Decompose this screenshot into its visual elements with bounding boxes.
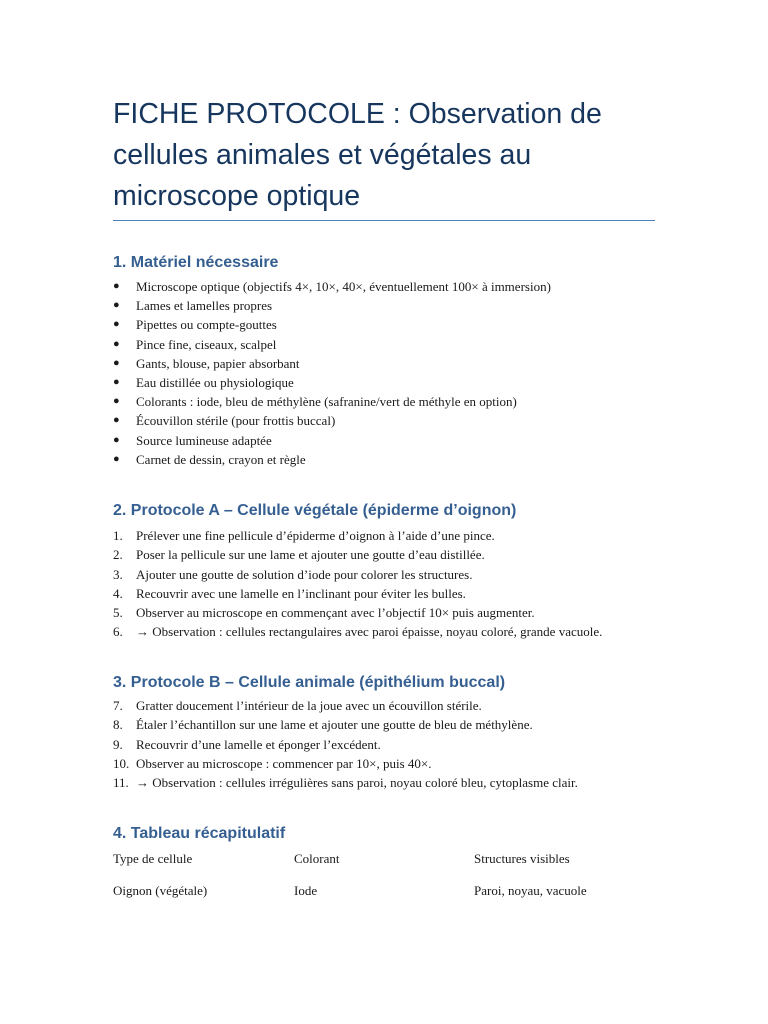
- bullet-icon: ●: [113, 280, 120, 292]
- summary-table: [113, 848, 673, 912]
- table-cell: Iode: [294, 883, 318, 898]
- table-header-cell: Type de cellule: [113, 851, 193, 866]
- document-page: FICHE PROTOCOLE : Observation de cellules animales et végétales au microscope optique 1. Matériel nécessaire ● Microscope optique (objectifs 4×, 10×, 40×, éventuellement 100× à immersion) ● Lames et lamelles propres ● Pipettes ou compte-gouttes ● Pince fine, ciseaux, scalpel ● Gants, blouse, papier absorbant ● Eau distillée ou physiologique ● Colorants : iode, bleu de méthylène (safranine/vert de méthyle en option) ● Écouvillon stérile (pour frottis buccal) ● Source lumineuse adaptée ● Carnet de dessin, crayon et règle 2. Protocole A – Cellule végétale (épiderme d’oignon) 1. Prélever une fine pellicule d’épiderme d’oignon à l’aide d’une pince. 2. Poser la pellicule sur une lame et ajouter une goutte d’eau distillée. 3. Ajouter une goutte de solution d’iode pour colorer les structures. 4. Recouvrir avec une lamelle en l’inclinant pour éviter les bulles. 5. Observer au microscope en commençant avec l’objectif 10× puis augmenter. 6. → Observation : cellules rectangulaires avec paroi épaisse, noyau coloré, grande vacuole. 3. Protocole B – Cellule animale (épithélium buccal) 7. Gratter doucement l’intérieur de la joue avec un écouvillon stérile. 8. Étaler l’échantillon sur une lame et ajouter une goutte de bleu de méthylène. 9. Recouvrir d’une lamelle et éponger l’excédent. 10. Observer au microscope : commencer par 10×, puis 40×. 11. → Observation : cellules irrégulières sans paroi, noyau coloré bleu, cytoplasme clair. 4. Tableau récapitulatif Type de cellule Colorant Structures visibles Oignon (végétale) Iode Paroi, noyau, vacuole: [0, 0, 768, 1024]
- bullet-icon: ●: [113, 414, 120, 427]
- table-cell: Oignon (végétale): [113, 883, 208, 898]
- bullet-icon: ●: [113, 395, 120, 408]
- bullet-icon: ●: [113, 337, 120, 350]
- section-heading-materiel: 1. Matériel nécessaire: [113, 254, 279, 271]
- table-header-cell: Colorant: [294, 851, 340, 866]
- table-row: [113, 880, 673, 912]
- bullet-icon: ●: [113, 356, 120, 369]
- table-header-row: [113, 848, 673, 880]
- title-underline: [113, 220, 655, 221]
- table-header-cell: Structures visibles: [474, 851, 570, 866]
- bullet-icon: ●: [113, 299, 120, 312]
- bullet-icon: ●: [113, 318, 120, 331]
- bullet-icon: ●: [113, 433, 120, 446]
- section-heading-protocole-b: 3. Protocole B – Cellule animale (épithélium buccal): [113, 674, 506, 691]
- section-heading-tableau: 4. Tableau récapitulatif: [113, 825, 286, 842]
- bullet-icon: ●: [113, 452, 120, 465]
- bullet-icon: ●: [113, 375, 120, 388]
- document-title: FICHE PROTOCOLE : Observation de cellules animales et végétales au microscope optique: [113, 98, 602, 212]
- table-cell: Paroi, noyau, vacuole: [474, 883, 587, 898]
- section-heading-protocole-a: 2. Protocole A – Cellule végétale (épiderme d’oignon): [113, 502, 517, 519]
